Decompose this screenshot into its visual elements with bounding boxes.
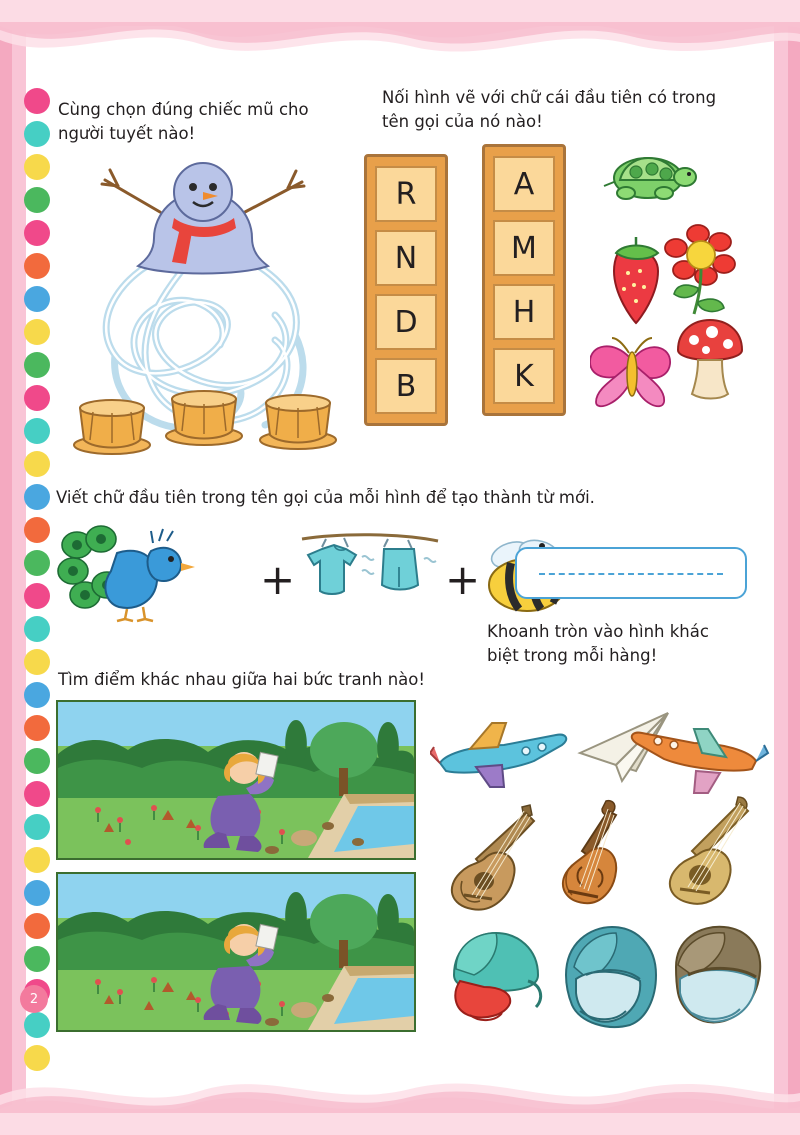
airplane-icon [430,723,566,787]
dot [24,847,50,873]
letter-cell[interactable]: M [493,220,555,276]
dot [24,814,50,840]
page-number: 2 [20,985,48,1013]
left-border-inner [0,0,12,1135]
dot [24,286,50,312]
dot [24,187,50,213]
guitar-icon [452,805,534,910]
dot [24,220,50,246]
peacock-icon [55,523,235,623]
flower-icon [665,225,735,314]
dot [24,748,50,774]
right-border-band [774,0,800,1135]
activity-snowman-maze [60,140,360,460]
dot [24,517,50,543]
instruction-activity-4: Tìm điểm khác nhau giữa hai bức tranh nào! [58,670,425,689]
dot [24,715,50,741]
mushroom-icon [678,320,742,399]
plus-operator: + [260,555,296,604]
spot-difference-picture-top [56,700,416,860]
hat-icon [74,400,150,454]
plus-operator: + [445,555,481,604]
letter-cell[interactable]: D [375,294,437,350]
helmet-icon [566,927,656,1027]
dot [24,154,50,180]
strawberry-icon [614,237,658,323]
butterfly-icon [590,338,670,406]
dot [24,649,50,675]
cap-icon [454,933,541,1020]
instruction-activity-5: Khoanh tròn vào hình khác biệt trong mỗi hàng! [487,622,709,665]
turtle-icon [604,158,696,199]
hat-icon [166,391,242,445]
letter-cell[interactable]: B [375,358,437,414]
instruction-activity-3: Viết chữ đầu tiên trong tên gọi của mỗi hình để tạo thành từ mới. [56,488,595,507]
dot [24,913,50,939]
helmet-icon [676,927,760,1023]
dot [24,583,50,609]
dot [24,253,50,279]
activity-letter-matching [360,140,760,450]
letter-ladder-left [364,154,448,426]
spot-difference-picture-bottom [56,872,416,1032]
dot [24,880,50,906]
dot [24,319,50,345]
shirt-icon [300,529,440,619]
letter-cell[interactable]: R [375,166,437,222]
letter-cell[interactable]: K [493,348,555,404]
dot [24,616,50,642]
letter-cell[interactable]: N [375,230,437,286]
dot [24,1012,50,1038]
dot [24,484,50,510]
dot [24,682,50,708]
airplane-icon [632,729,768,793]
lute-icon [670,797,748,904]
instruction-activity-1: Cùng chọn đúng chiếc mũ cho người tuyết nào! [58,100,309,143]
decorative-dot-column [20,88,54,1078]
bottom-border-decoration [0,1065,800,1135]
dot [24,1045,50,1071]
right-border-inner [788,0,800,1135]
dot [24,418,50,444]
letter-cell[interactable]: H [493,284,555,340]
snowman-icon [102,163,304,274]
letter-cell[interactable]: A [493,156,555,212]
answer-input-box[interactable] [515,547,747,599]
dot [24,385,50,411]
hat-icon [260,395,336,449]
dot [24,451,50,477]
letter-ladder-right [482,144,566,416]
activity-word-building [55,515,735,625]
dot [24,121,50,147]
dot [24,946,50,972]
top-border-decoration [0,0,800,70]
dot [24,781,50,807]
dot [24,550,50,576]
dot [24,88,50,114]
instruction-activity-2: Nối hình vẽ với chữ cái đầu tiên có trong tên gọi của nó nào! [382,88,717,131]
violin-icon [563,801,616,904]
dot [24,352,50,378]
activity-odd-one-out [430,695,770,1040]
